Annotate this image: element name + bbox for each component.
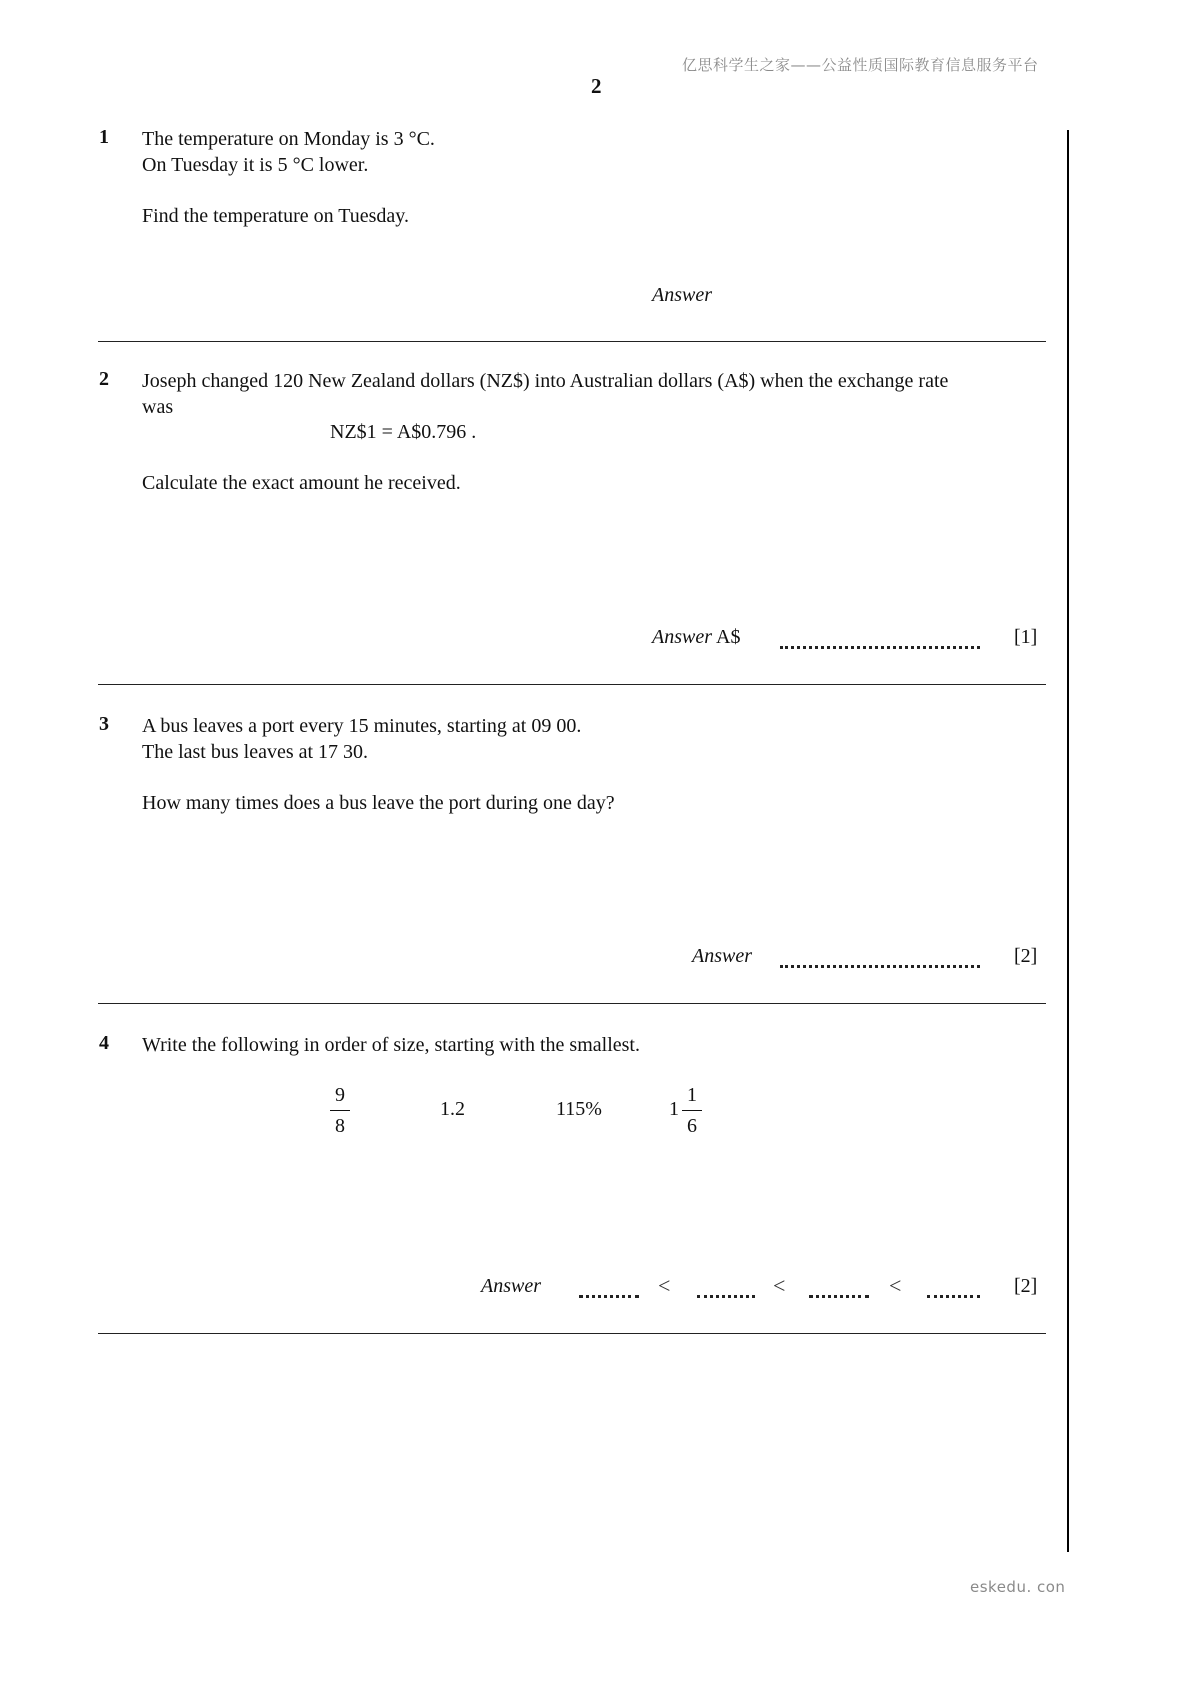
question-4-answer-label: Answer bbox=[481, 1275, 541, 1297]
question-3-marks: [2] bbox=[1014, 945, 1038, 967]
fraction-numerator: 9 bbox=[335, 1084, 345, 1106]
fraction-bar bbox=[330, 1110, 350, 1111]
question-4-answer-slot-3[interactable] bbox=[809, 1295, 869, 1298]
question-2-number: 2 bbox=[99, 368, 109, 390]
question-4-number: 4 bbox=[99, 1032, 109, 1054]
question-3-line-2: The last bus leaves at 17 30. bbox=[142, 741, 369, 763]
question-3-prompt: How many times does a bus leave the port during one day? bbox=[142, 792, 615, 814]
mixed-denominator: 6 bbox=[687, 1115, 697, 1137]
question-4-marks: [2] bbox=[1014, 1275, 1038, 1297]
mixed-fraction-bar bbox=[682, 1110, 702, 1111]
divider-4 bbox=[98, 1333, 1046, 1334]
question-1-prompt: Find the temperature on Tuesday. bbox=[142, 205, 410, 227]
question-2-line-1: Joseph changed 120 New Zealand dollars (NZ$) into Australian dollars (A$) when the exchange rate bbox=[142, 370, 949, 392]
question-2-marks: [1] bbox=[1014, 626, 1038, 648]
question-1-answer-label: Answer bbox=[652, 284, 712, 306]
fraction-one-sixth bbox=[682, 1082, 702, 1139]
margin-rule bbox=[1067, 130, 1069, 1552]
question-3-answer-line[interactable] bbox=[780, 965, 980, 968]
question-3-answer-label: Answer bbox=[692, 945, 752, 967]
question-1-line-2: On Tuesday it is 5 °C lower. bbox=[142, 154, 369, 176]
question-4-answer-slot-2[interactable] bbox=[697, 1295, 755, 1298]
less-than-3: < bbox=[889, 1273, 902, 1298]
question-1-number: 1 bbox=[99, 126, 109, 148]
fraction-denominator: 8 bbox=[335, 1115, 345, 1137]
less-than-2: < bbox=[773, 1273, 786, 1298]
divider-2 bbox=[98, 684, 1046, 685]
question-2-answer bbox=[652, 626, 740, 649]
header-watermark: 亿思科学生之家——公益性质国际教育信息服务平台 bbox=[682, 56, 1039, 74]
footer-watermark: eskedu. con bbox=[970, 1578, 1066, 1596]
less-than-1: < bbox=[658, 1273, 671, 1298]
question-4-prompt: Write the following in order of size, starting with the smallest. bbox=[142, 1034, 640, 1056]
value-mixed-whole: 1 bbox=[669, 1098, 679, 1120]
question-4-answer-slot-4[interactable] bbox=[927, 1295, 980, 1298]
question-3-line-1: A bus leaves a port every 15 minutes, starting at 09 00. bbox=[142, 715, 582, 737]
question-2-exchange-rate: NZ$1 = A$0.796 . bbox=[330, 421, 477, 443]
question-2-answer-currency: A$ bbox=[716, 626, 741, 648]
divider-1 bbox=[98, 341, 1046, 342]
question-2-line-2: was bbox=[142, 396, 174, 418]
question-4-answer-slot-1[interactable] bbox=[579, 1295, 639, 1298]
mixed-numerator: 1 bbox=[687, 1084, 697, 1106]
question-3-number: 3 bbox=[99, 713, 109, 735]
question-2-answer-line[interactable] bbox=[780, 646, 980, 649]
question-1-line-1: The temperature on Monday is 3 °C. bbox=[142, 128, 435, 150]
question-2-prompt: Calculate the exact amount he received. bbox=[142, 472, 461, 494]
fraction-nine-eighths bbox=[330, 1082, 350, 1139]
value-percent: 115% bbox=[556, 1098, 602, 1120]
value-decimal: 1.2 bbox=[440, 1098, 465, 1120]
question-2-answer-label: Answer bbox=[652, 626, 712, 648]
divider-3 bbox=[98, 1003, 1046, 1004]
page-number: 2 bbox=[591, 74, 602, 98]
